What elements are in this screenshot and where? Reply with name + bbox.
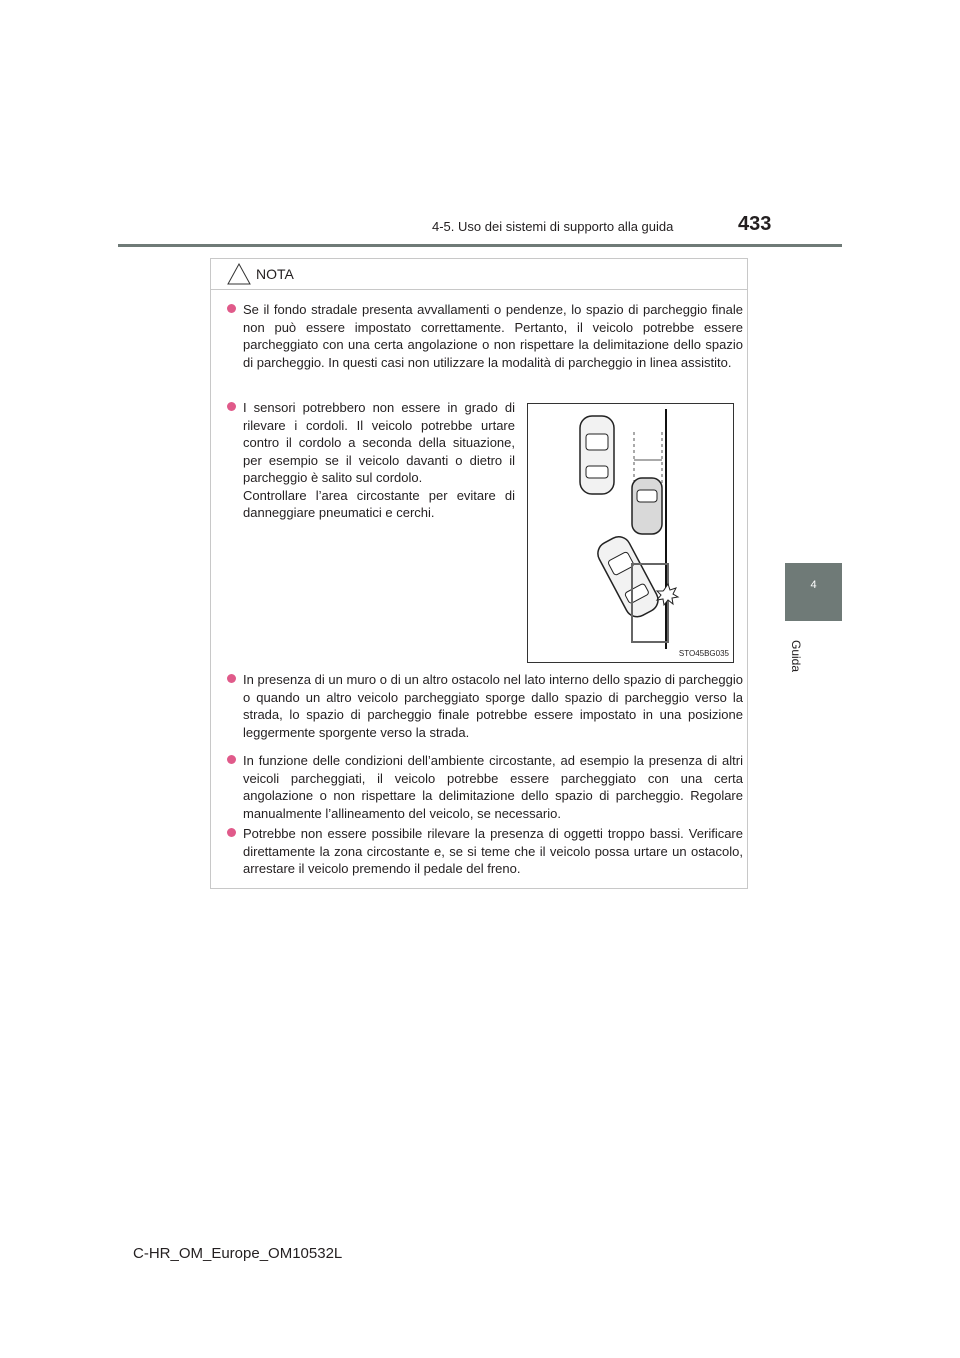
bullet-icon	[227, 304, 236, 313]
bullet-icon	[227, 828, 236, 837]
bullet-text-main: I sensori potrebbero non essere in grado di rilevare i cordoli. Il veicolo potrebbe urtare contro il cordolo a seconda della situazione, per esempio se il veicolo davanti o dietro il parcheggio è salito sul cordolo.	[243, 400, 515, 485]
bullet-icon	[227, 755, 236, 764]
note-header	[211, 259, 747, 290]
list-item	[227, 301, 743, 389]
list-item	[227, 825, 743, 879]
figure-code: STO45BG035	[678, 649, 729, 658]
warning-triangle-icon	[227, 263, 251, 285]
list-item	[227, 752, 743, 822]
bullet-text: Se il fondo stradale presenta avvallamenti o pendenze, lo spazio di parcheggio finale non può essere impostato correttamente. Pertanto, il veicolo potrebbe essere parcheggiato con una certa angolazione o non rispettare la delimitazione dello spazio di parcheggio. In questi casi non utilizzare la modalità di parcheggio in linea assistito.	[243, 302, 743, 370]
page-number: 433	[738, 213, 772, 235]
bullet-text: Potrebbe non essere possibile rilevare la presenza di oggetti troppo bassi. Verificare direttamente la zona circostante e, se si teme che il veicolo possa urtare un ostacolo, arrestare il veicolo premendo il pedale del freno.	[243, 826, 743, 876]
note-title: NOTA	[256, 266, 294, 282]
section-title: 4-5. Uso dei sistemi di supporto alla guida	[432, 219, 674, 234]
list-item	[227, 671, 743, 741]
parking-diagram	[528, 404, 733, 662]
chapter-tab	[785, 563, 842, 621]
bullet-text: In funzione delle condizioni dell’ambiente circostante, ad esempio la presenza di altri veicoli parcheggiati, il veicolo potrebbe essere parcheggiato con una certa angolazione o non rispettare la delimitazione dello spazio di parcheggio. Regolare manualmente l’allineamento del veicolo, se necessario.	[243, 753, 743, 821]
bullet-icon	[227, 402, 236, 411]
bullet-text: In presenza di un muro o di un altro ostacolo nel lato interno dello spazio di parcheggio o quando un altro veicolo parcheggiato sporge dallo spazio di parcheggio verso la strada, lo spazio di parcheggio finale potrebbe essere impostato in una posizione leggermente sporgente verso la strada.	[243, 672, 743, 740]
chapter-label: Guida	[789, 640, 803, 673]
bullet-text-extra: Controllare l’area circostante per evitare di danneggiare pneumatici e cerchi.	[243, 487, 515, 520]
footer-doc-id: C-HR_OM_Europe_OM10532L	[133, 1245, 343, 1262]
bullet-text	[243, 399, 515, 522]
header-rule	[118, 244, 842, 247]
note-box	[210, 258, 748, 889]
chapter-number: 4	[810, 579, 817, 591]
bullet-icon	[227, 674, 236, 683]
parking-figure	[527, 403, 734, 663]
list-item	[227, 399, 517, 519]
